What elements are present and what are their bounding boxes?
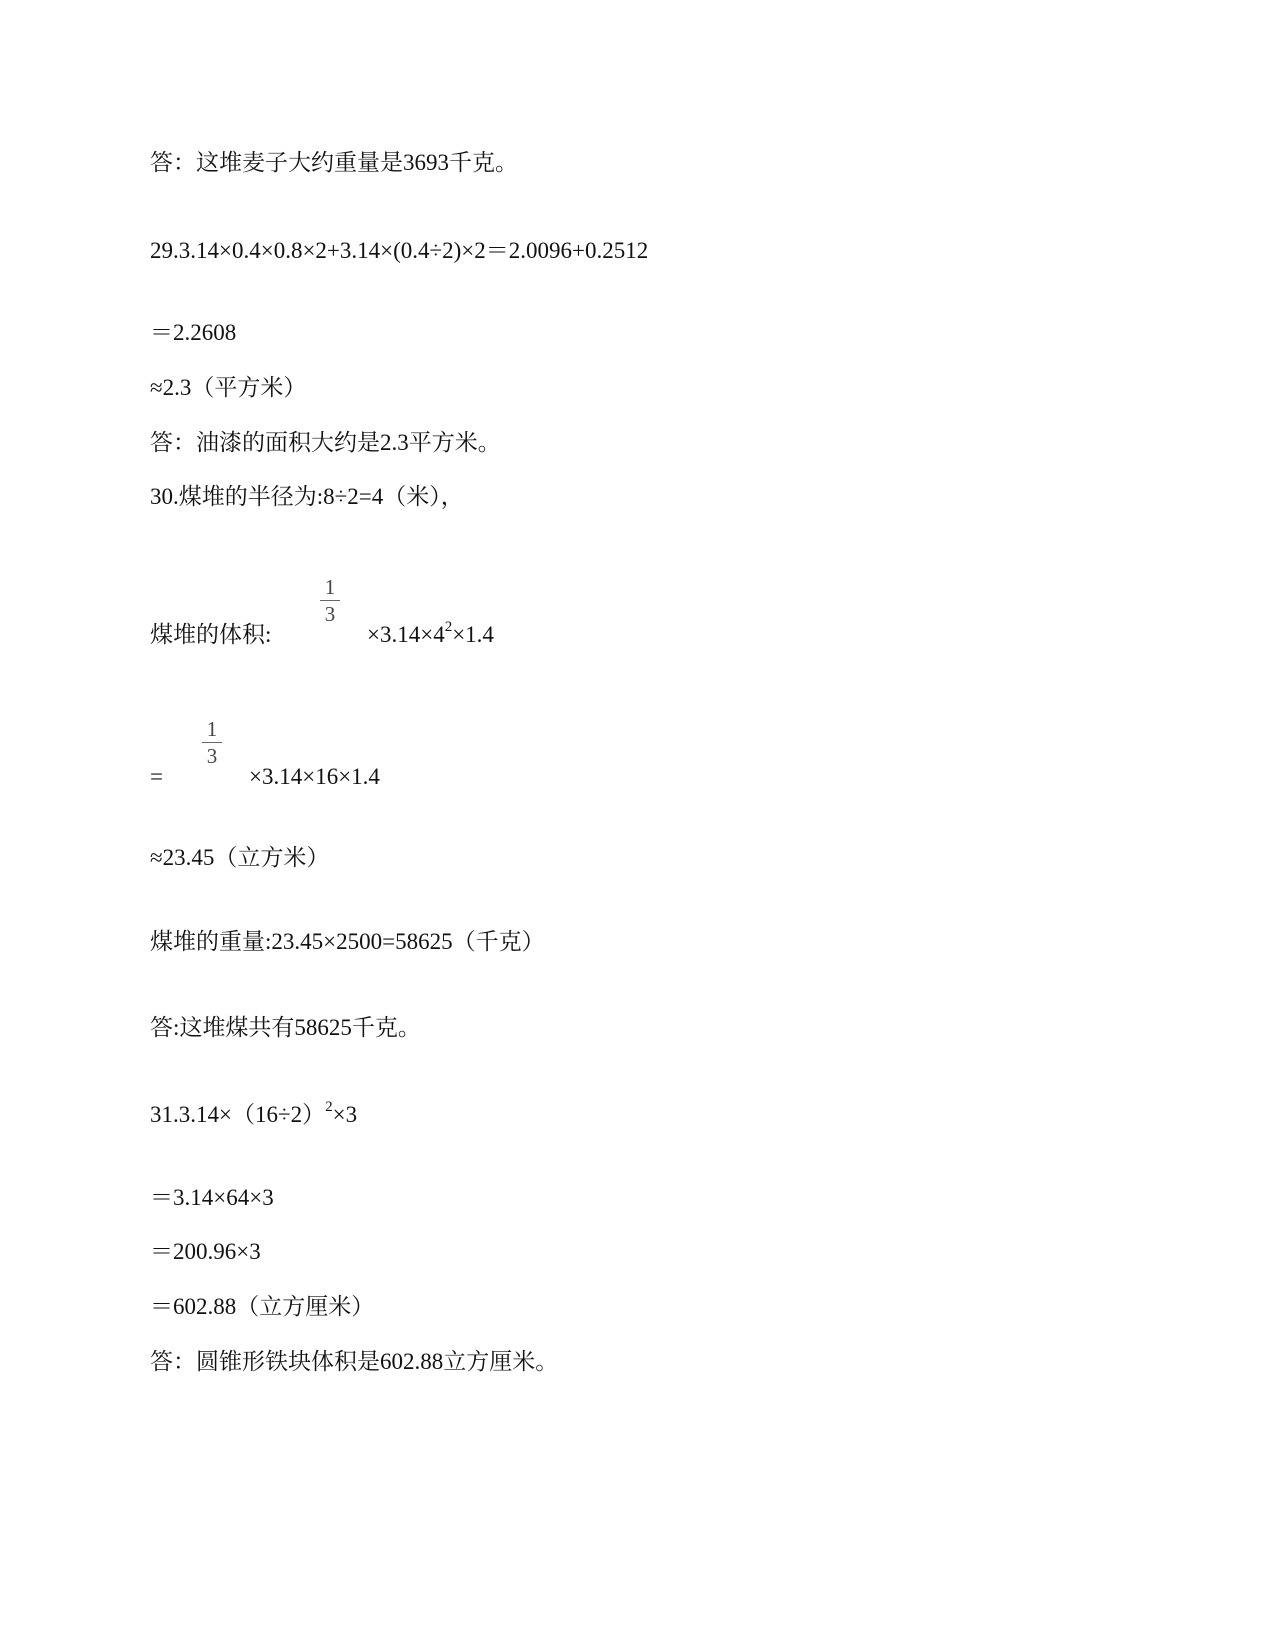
answer-cone-volume: 答：圆锥形铁块体积是602.88立方厘米。 [150,1349,559,1374]
problem-31-step-2: ＝200.96×3 [150,1239,261,1264]
problem-30-volume-expression [367,620,494,650]
problem-30-volume-step-expression: ×3.14×16×1.4 [249,764,380,789]
fraction-one-third [318,576,342,625]
problem-29-step-1: ＝2.2608 [150,320,237,345]
expression-part: ×3.14×4 [367,622,445,647]
problem-30-volume-result: ≈23.45（立方米） [150,845,330,870]
problem-30-volume-label: 煤堆的体积: [150,622,272,647]
problem-29-step-2: ≈2.3（平方米） [150,375,307,400]
answer-paint-area: 答：油漆的面积大约是2.3平方米。 [150,430,501,455]
fraction-denominator: 3 [324,602,336,626]
exponent: 2 [325,1099,333,1116]
expression-part: ×1.4 [452,622,494,647]
problem-30-radius: 30.煤堆的半径为:8÷2=4（米）， [150,484,464,509]
fraction-bar [202,742,222,743]
fraction-denominator: 3 [206,744,218,768]
fraction-one-third [200,718,224,767]
fraction-bar [320,600,340,601]
answer-coal-weight: 答:这堆煤共有58625千克。 [150,1015,421,1040]
problem-30-weight: 煤堆的重量:23.45×2500=58625（千克） [150,929,545,954]
problem-29-equation: 29.3.14×0.4×0.8×2+3.14×(0.4÷2)×2＝2.0096+0.2512 [150,238,649,263]
problem-31-equation [150,1100,357,1130]
exponent: 2 [444,619,453,636]
problem-31-step-3: ＝602.88（立方厘米） [150,1294,375,1319]
expression-part: ×3 [332,1102,358,1127]
problem-30-volume-step-equals: = [150,764,163,789]
answer-wheat-weight: 答：这堆麦子大约重量是3693千克。 [150,150,518,175]
expression-part: 31.3.14×（16÷2） [150,1102,326,1127]
problem-31-step-1: ＝3.14×64×3 [150,1185,274,1210]
fraction-numerator: 1 [206,717,218,741]
fraction-numerator: 1 [324,575,336,599]
